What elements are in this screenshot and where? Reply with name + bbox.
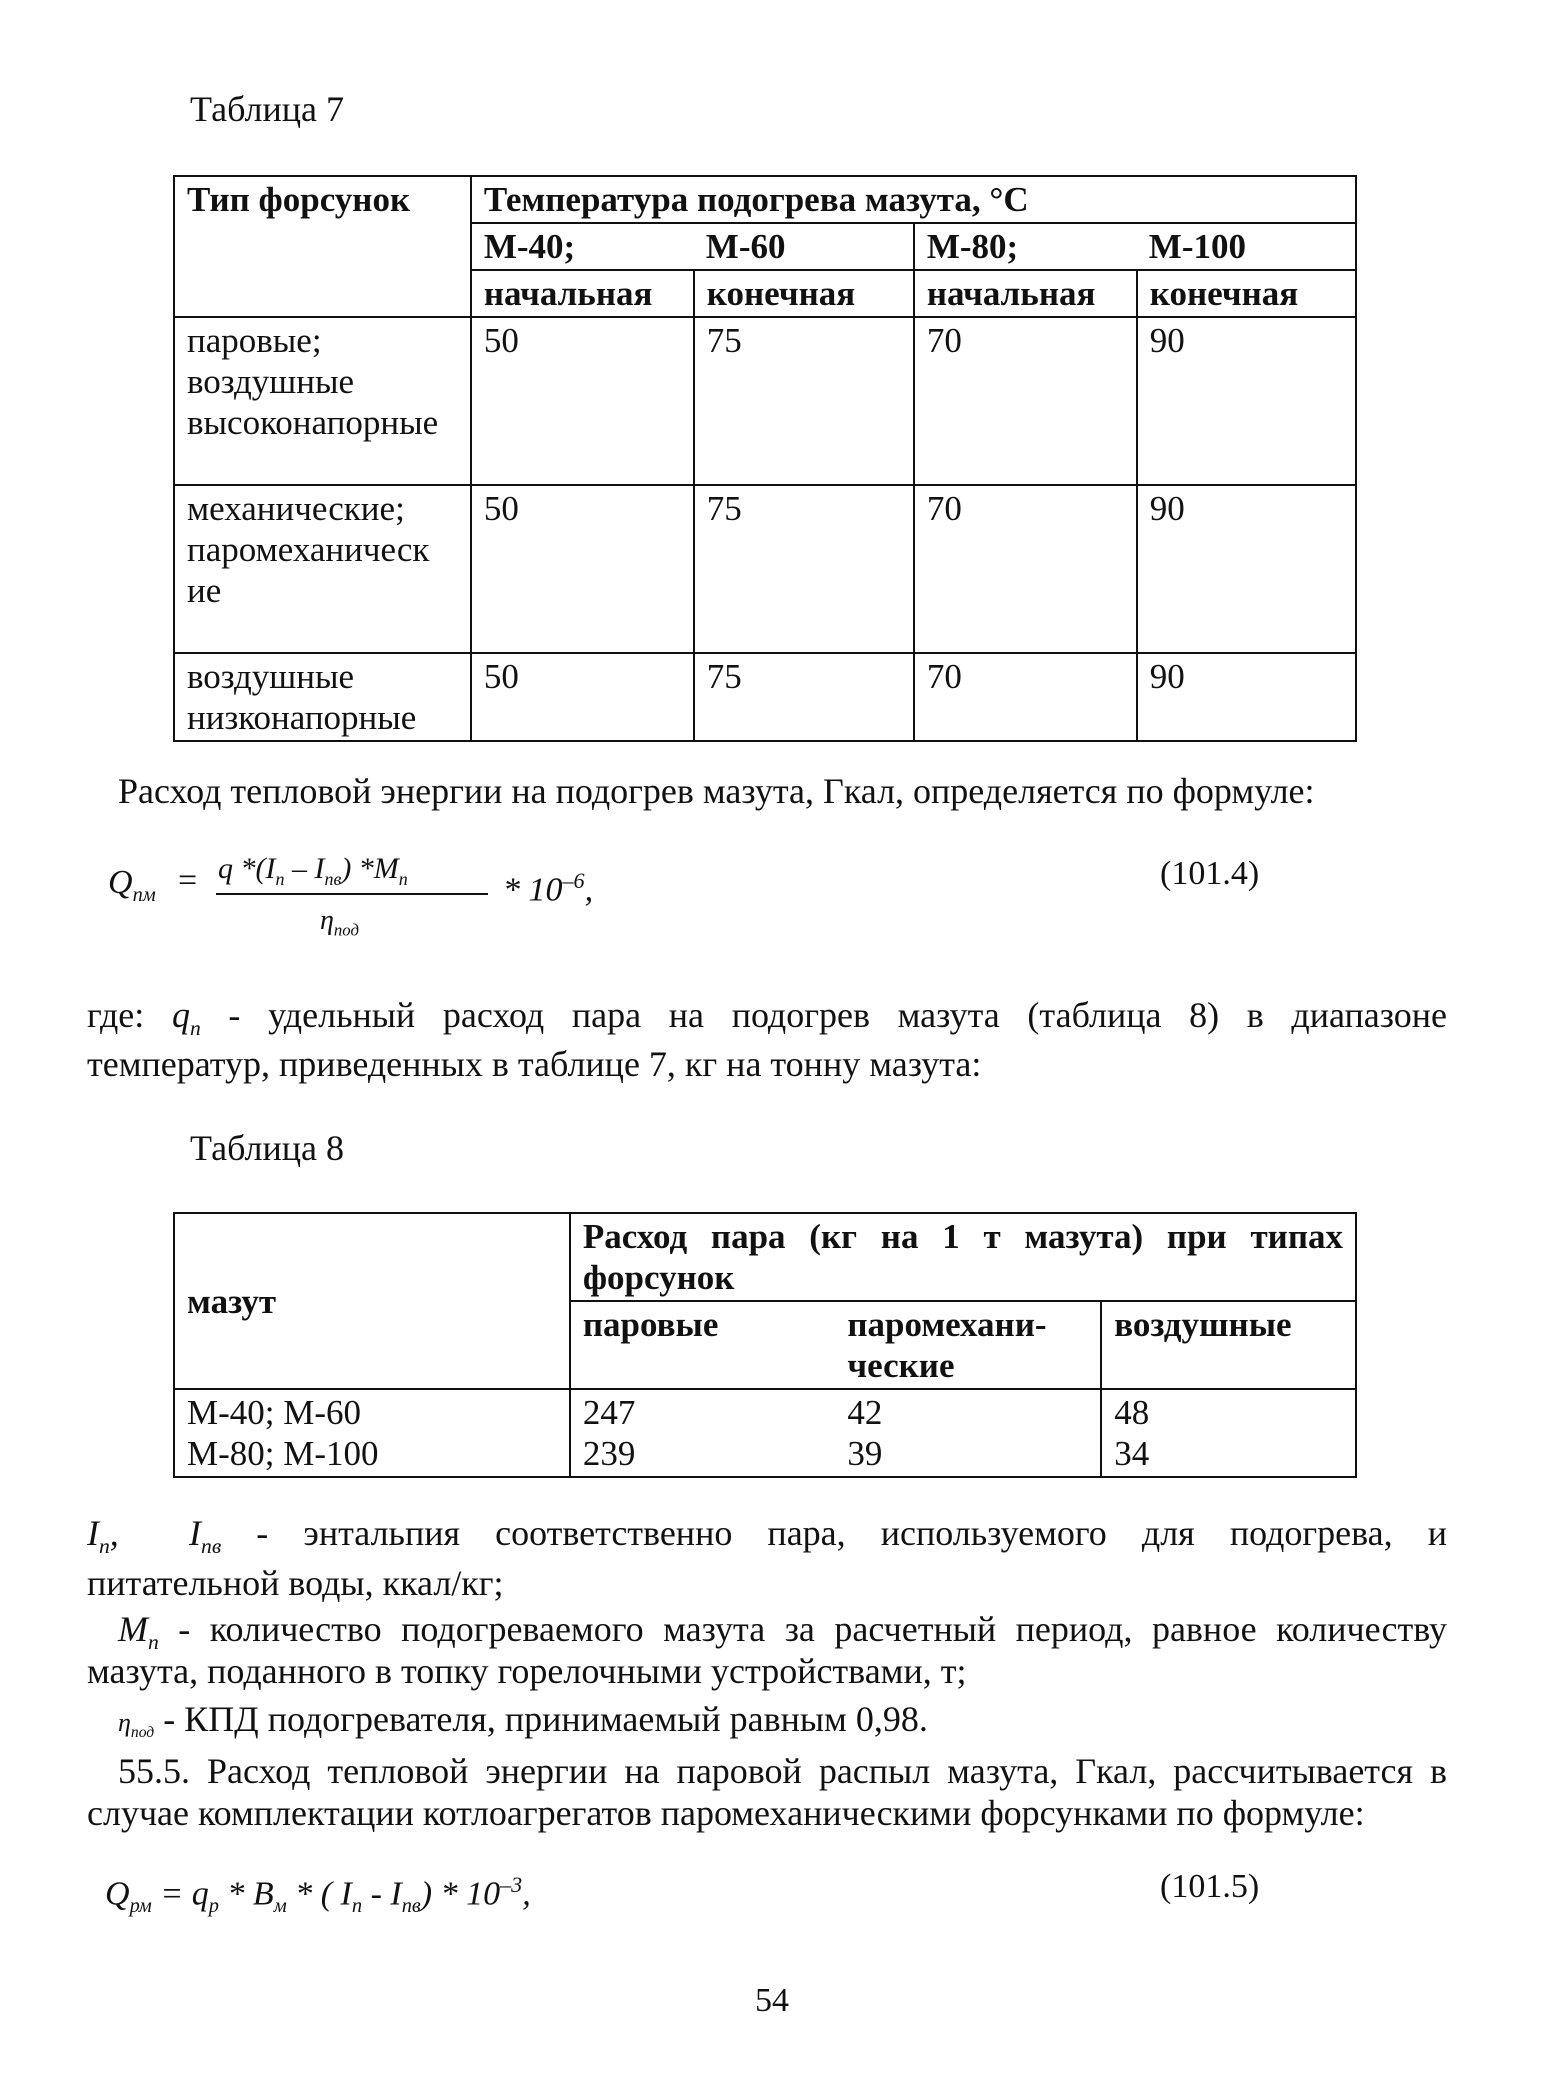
subscript: м (273, 1895, 287, 1918)
symbol-Mn (118, 1609, 159, 1655)
table8-caption: Таблица 8 (190, 1128, 344, 1168)
table7 (173, 175, 1357, 742)
subscript: рм (129, 1895, 152, 1918)
cell-value: 90 (1137, 653, 1356, 741)
subcol-initial-1: начальная (471, 270, 694, 317)
type-line: низконапорные (187, 698, 417, 737)
subcol-steam-mechanical: паромехани-ческие (835, 1301, 1101, 1389)
subscript: пв (201, 1534, 222, 1559)
subscript: п (189, 1016, 201, 1041)
symbol: I (189, 1513, 202, 1553)
table8 (173, 1212, 1357, 1478)
cell-value: 50 (471, 317, 694, 485)
grade-m80: М-80; (914, 223, 1137, 270)
fraction-denominator (320, 905, 359, 941)
symbol-q (171, 995, 201, 1041)
cell-value: 50 (471, 485, 694, 653)
table8-group-header: Расход пара (кг на 1 т мазута) при типах форсунок (570, 1213, 1356, 1301)
subscript: под (130, 1724, 155, 1742)
num-part: ) *M (341, 852, 399, 885)
grade-m100: М-100 (1137, 223, 1356, 270)
symbol: - I (362, 1875, 402, 1913)
page-number: 54 (755, 1982, 789, 2019)
definition-mass-line-2: мазута, поданного в топку горелочными устройствами, т; (87, 1651, 967, 1691)
subscript: пв (324, 869, 342, 889)
formula-lhs (108, 864, 156, 907)
symbol: * B (218, 1875, 274, 1913)
cell-value: 70 (914, 317, 1137, 485)
subscript: р (208, 1895, 219, 1918)
subscript: пм (132, 883, 156, 906)
cell-value: 70 (914, 653, 1137, 741)
subscript: п (275, 869, 285, 889)
table8-fuel-header: мазут (174, 1213, 570, 1389)
cell-value: 239 (570, 1433, 836, 1477)
type-line: воздушные (187, 362, 355, 401)
symbol: η (118, 1708, 131, 1737)
cell-value: 48 (1101, 1389, 1356, 1433)
cell-fuel: М-80; М-100 (174, 1433, 570, 1477)
fraction-bar (216, 893, 488, 895)
subcol-final-1: конечная (694, 270, 914, 317)
tail: * 10 (503, 871, 563, 909)
symbol: = q (151, 1875, 209, 1913)
symbol: η (320, 905, 334, 936)
equals-sign: = (178, 862, 198, 899)
cell-value: 42 (835, 1389, 1101, 1433)
num-part: q *(I (218, 852, 276, 885)
symbol: I (87, 1513, 99, 1553)
table7-header-row1 (174, 176, 1356, 223)
subscript: под (333, 920, 359, 940)
row-type (174, 485, 471, 653)
section-55-5-line-1: 55.5. Расход тепловой энергии на паровой распыл мазута, Гкал, рассчитывается в (118, 1751, 1447, 1791)
table-row (174, 1433, 1356, 1477)
cell-value: 70 (914, 485, 1137, 653)
subscript: п (351, 1895, 363, 1918)
cell-value: 90 (1137, 485, 1356, 653)
symbol: M (118, 1609, 148, 1649)
where-line-2: температур, приведенных в таблице 7, кг на тонну мазута: (87, 1044, 982, 1084)
table8-header-row1 (174, 1213, 1356, 1301)
header-label: Температура подогрева мазута, °C (483, 180, 1029, 219)
definition-text: - энтальпия соответственно пара, используемого для подогрева, и (256, 1513, 1448, 1553)
fraction-numerator (218, 852, 408, 890)
subscript: п (398, 869, 408, 889)
symbol-eta (118, 1708, 155, 1742)
where-text: - удельный расход пара на подогрев мазута (таблица 8) в диапазоне (228, 995, 1448, 1035)
header-label: Тип форсунок (187, 180, 411, 219)
type-line: воздушные (187, 657, 355, 696)
cell-value: 75 (694, 485, 914, 653)
cell-value: 50 (471, 653, 694, 741)
symbol: q (171, 995, 190, 1035)
subscript: п (148, 1630, 159, 1655)
symbol: ) * 10 (420, 1875, 501, 1913)
comma: , (522, 1875, 531, 1913)
grade-m60: М-60 (694, 223, 914, 270)
definition-text: - КПД подогревателя, принимаемый равным 0,98. (163, 1699, 928, 1739)
table7-caption: Таблица 7 (190, 89, 344, 129)
cell-value: 90 (1137, 317, 1356, 485)
comma: , (584, 871, 594, 909)
table-row (174, 485, 1356, 653)
table-row (174, 653, 1356, 741)
symbol: * ( I (286, 1875, 352, 1913)
type-line: паровые; (187, 321, 322, 360)
cell-value: 247 (570, 1389, 836, 1433)
type-line: ие (187, 571, 222, 610)
definition-text: - количество подогреваемого мазута за расчетный период, равное количеству (178, 1609, 1447, 1649)
exponent: –6 (562, 868, 585, 893)
section-55-5-line-2: случае комплектации котлоагрегатов паромеханическими форсунками по формуле: (87, 1793, 1365, 1833)
table-row (174, 1389, 1356, 1433)
symbol-In: $I_п$, $I_{пв}$ (87, 1513, 222, 1559)
symbol: Q (108, 864, 133, 901)
subcol-steam: паровые (570, 1301, 836, 1389)
formula-101-5 (105, 1872, 531, 1918)
num-part: – I (284, 852, 325, 885)
cell-value: 75 (694, 317, 914, 485)
row-type (174, 653, 471, 741)
definition-enthalpy-line-2: питательной воды, ккал/кг; (87, 1563, 504, 1603)
table7-col-type-header (174, 176, 471, 317)
type-line: механические; (187, 489, 405, 528)
subscript: п (99, 1534, 110, 1559)
equation-number: (101.4) (1160, 855, 1260, 892)
cell-fuel: М-40; М-60 (174, 1389, 570, 1433)
cell-value: 34 (1101, 1433, 1356, 1477)
subscript: пв (401, 1895, 421, 1918)
subcol-initial-2: начальная (914, 270, 1137, 317)
subcol-air: воздушные (1101, 1301, 1356, 1389)
type-line: паромеханическ (187, 530, 430, 569)
formula-tail (503, 868, 593, 909)
grade-m40: М-40; (471, 223, 694, 270)
cell-value: 39 (835, 1433, 1101, 1477)
cell-value: 75 (694, 653, 914, 741)
equation-number: (101.5) (1160, 1868, 1260, 1905)
where-prefix: где: (87, 995, 145, 1035)
intro-text: Расход тепловой энергии на подогрев мазута, Гкал, определяется по формуле: (118, 771, 1315, 811)
table-row (174, 317, 1356, 485)
row-type (174, 317, 471, 485)
type-line: высоконапорные (187, 403, 439, 442)
exponent: –3 (500, 1872, 523, 1897)
subcol-final-2: конечная (1137, 270, 1356, 317)
symbol: Q (105, 1875, 130, 1913)
definition-efficiency (118, 1698, 928, 1743)
table7-group-header (471, 176, 1356, 223)
